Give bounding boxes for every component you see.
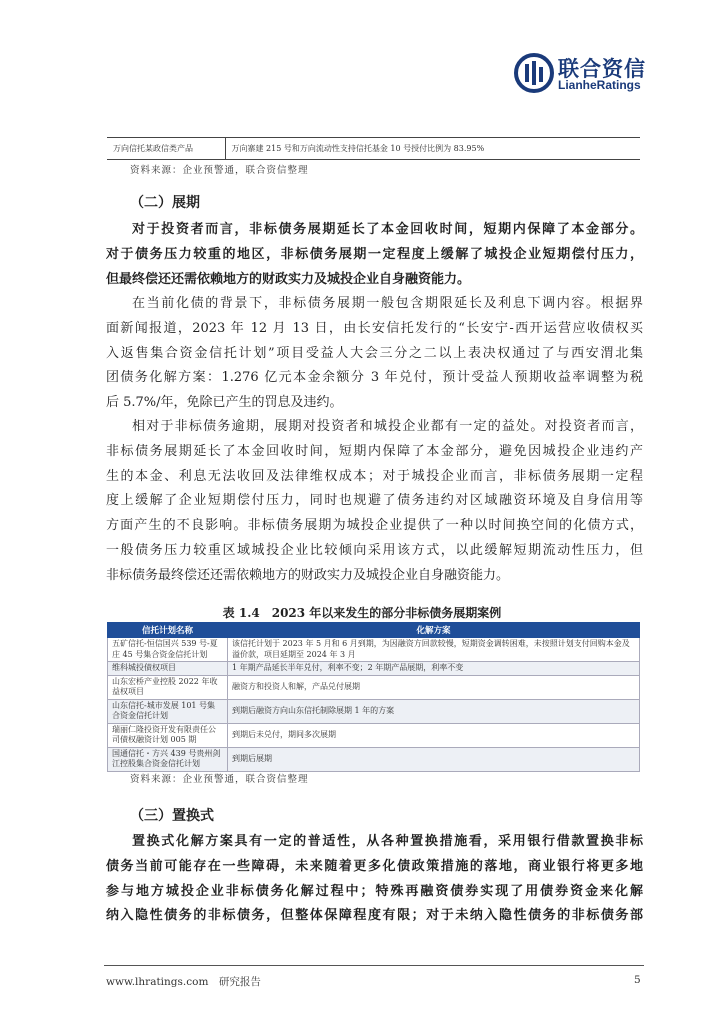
text-line: 但最终偿还还需依赖地方的财政实力及城投企业自身融资能力。 bbox=[106, 271, 471, 287]
logo-text-cn: 联合资信 bbox=[558, 57, 646, 81]
table-row bbox=[108, 723, 640, 747]
bold-summary bbox=[106, 218, 643, 292]
text-line: 面新闻报道，2023 年 12 月 13 日，由长安信托发行的“长安宁-西开运营应收债权买 bbox=[106, 320, 643, 336]
text-line: 非标债务最终偿还还需依赖地方的财政实力及城投企业自身融资能力。 bbox=[106, 567, 510, 583]
table-row bbox=[108, 662, 640, 676]
text-line: 度上缓解了企业短期偿付压力，同时也规避了债务违约对区域融资环境及自身信用等 bbox=[106, 493, 643, 509]
table-cell: 山东宏桥产业控股 2022 年收益权项目 bbox=[108, 675, 228, 699]
source-note: 资料来源：企业预警通，联合资信整理 bbox=[130, 165, 309, 176]
text-line: 对于债务压力较重的地区，非标债务展期一定程度上缓解了城投企业短期偿付压力， bbox=[106, 246, 643, 262]
table-cell: 到期后融资方向山东信托制除展期 1 年的方案 bbox=[228, 699, 640, 723]
source-note: 资料来源：企业预警通，联合资信整理 bbox=[130, 774, 309, 785]
section-heading: （二）展期 bbox=[130, 195, 200, 211]
logo-text-en: LianheRatings bbox=[558, 78, 641, 92]
table-cell: 万向信托某政信类产品 bbox=[107, 138, 225, 160]
text-line: 对于投资者而言，非标债务展期延长了本金回收时间，短期内保障了本金部分。 bbox=[132, 222, 643, 237]
table-cell: 国通信托・方兴 439 号贵州剑江控股集合资金信托计划 bbox=[108, 747, 228, 771]
text-line: 非标债务展期延长了本金回收时间，短期内保障了本金部分，避免因城投企业违约产 bbox=[106, 443, 643, 459]
text-line: 一般债务压力较重区域城投企业比较倾向采用该方式，以此缓解短期流动性压力，但 bbox=[106, 542, 643, 558]
table-cell: 该信托计划于 2023 年 5 月和 6 月到期，为因融资方回款较慢，短期资金调转困难，未按照计划支付回购本金及溢价款，项目延期至 2024 年 3 月 bbox=[228, 638, 640, 662]
text-line: 在当前化债的背景下，非标债务展期一般包含期限延长及利息下调内容。根据界 bbox=[132, 296, 643, 311]
table-row bbox=[108, 675, 640, 699]
text-line: 参与地方城投企业非标债务化解过程中；特殊再融资债券实现了用债券资金来化解 bbox=[106, 883, 643, 899]
footer-website: www.lhratings.com 研究报告 bbox=[106, 976, 261, 988]
page-number: 5 bbox=[634, 974, 641, 986]
column-header: 信托计划名称 bbox=[108, 623, 228, 638]
table-row bbox=[108, 747, 640, 771]
paragraph bbox=[106, 415, 643, 589]
table-caption: 表 1.4 2023 年以来发生的部分非标债务展期案例 bbox=[222, 606, 502, 620]
text-line: 后 5.7%/年，免除已产生的罚息及违约。 bbox=[106, 395, 343, 411]
table-row bbox=[108, 638, 640, 662]
table-cell: 到期后展期 bbox=[228, 747, 640, 771]
bold-summary bbox=[106, 830, 643, 929]
table-cell: 到期后未兑付，期间多次展期 bbox=[228, 723, 640, 747]
section-heading: （三）置换式 bbox=[130, 808, 214, 824]
lianhe-logo bbox=[514, 51, 694, 95]
table-cell: 融资方和投资人和解，产品兑付展期 bbox=[228, 675, 640, 699]
table-cell: 维科城投债权项目 bbox=[108, 662, 228, 676]
text-line: 相对于非标债务逾期，展期对投资者和城投企业都有一定的益处。对投资者而言， bbox=[132, 419, 643, 434]
top-table bbox=[107, 137, 640, 160]
table-cell: 五矿信托-恒信国兴 539 号-夏庄 45 号集合资金信托计划 bbox=[108, 638, 228, 662]
table-row bbox=[107, 138, 640, 160]
text-line: 入返售集合资金信托计划”项目受益人大会三分之二以上表决权通过了与西安渭北集 bbox=[106, 345, 643, 361]
table-cell: 瑞丽仁隆投资开发有限责任公司债权融资计划 005 期 bbox=[108, 723, 228, 747]
text-line: 债务当前可能存在一些障碍，未来随着更多化债政策措施的落地，商业银行将更多地 bbox=[106, 858, 643, 874]
text-line: 生的本金、利息无法收回及法律维权成本；对于城投企业而言，非标债务展期一定程 bbox=[106, 468, 643, 484]
table-cell: 1 年期产品延长半年兑付，利率不变；2 年期产品展期，利率不变 bbox=[228, 662, 640, 676]
column-header: 化解方案 bbox=[228, 623, 640, 638]
footer-divider bbox=[104, 965, 644, 966]
text-line: 团债务化解方案：1.276 亿元本金余额分 3 年兑付，预计受益人预期收益率调整为税 bbox=[106, 370, 643, 386]
text-line: 纳入隐性债务的非标债务，但整体保障程度有限；对于未纳入隐性债务的非标债务部 bbox=[106, 908, 643, 924]
text-line: 置换式化解方案具有一定的普适性，从各种置换措施看，采用银行借款置换非标 bbox=[132, 834, 643, 849]
table-cell: 万向寨建 215 号和万向流动性支持信托基金 10 号授付比例为 83.95% bbox=[225, 138, 640, 160]
case-table bbox=[107, 622, 640, 772]
table-cell: 山东信托-城市发展 101 号集合资金信托计划 bbox=[108, 699, 228, 723]
text-line: 方面产生的不良影响。非标债务展期为城投企业提供了一种以时间换空间的化债方式， bbox=[106, 518, 643, 534]
table-row bbox=[108, 699, 640, 723]
paragraph bbox=[106, 292, 643, 416]
lianhe-logo-icon bbox=[514, 53, 554, 93]
table-header-row bbox=[108, 623, 640, 638]
